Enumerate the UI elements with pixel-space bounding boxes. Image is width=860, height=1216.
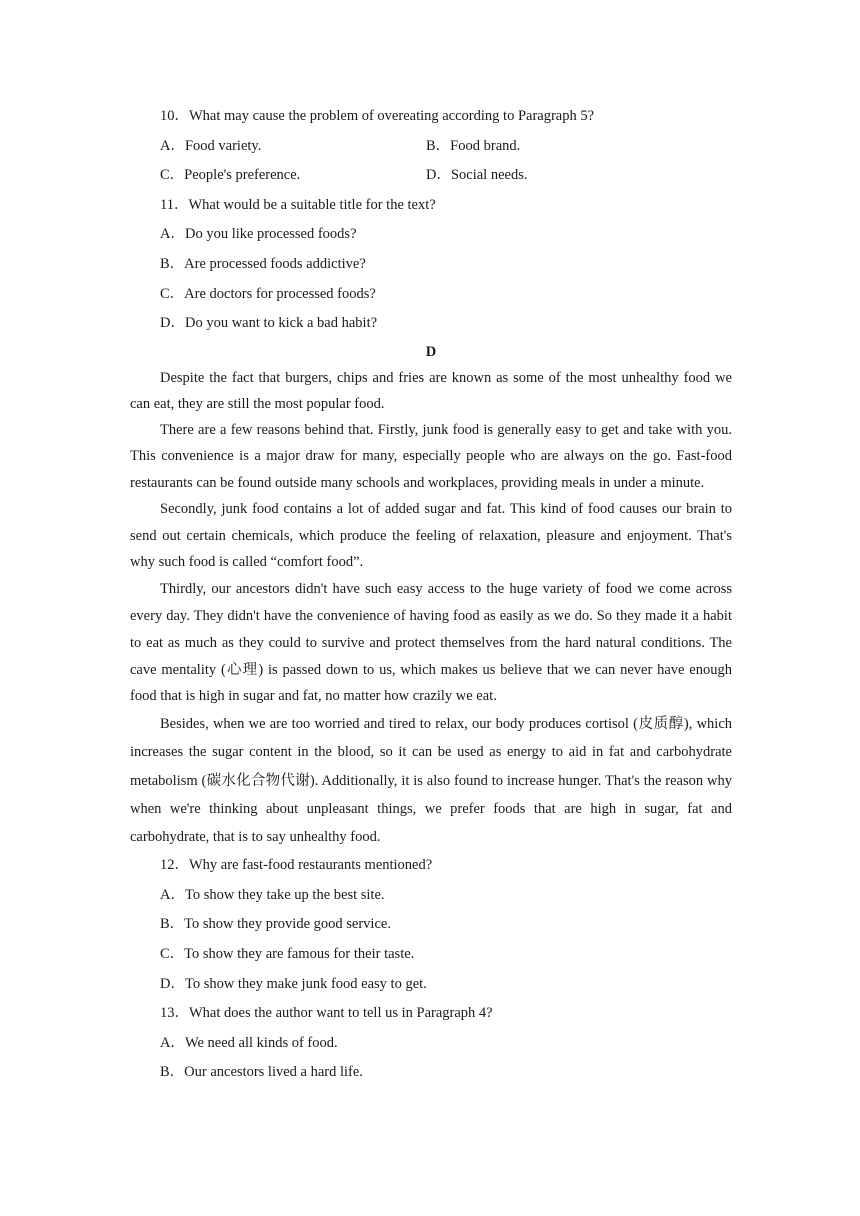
question-12-stem: 12．Why are fast-food restaurants mentioned? xyxy=(160,857,433,874)
question-13-option-b: B．Our ancestors lived a hard life. xyxy=(160,1064,363,1081)
question-12-option-b: B．To show they provide good service. xyxy=(160,916,391,933)
question-11-stem: 11．What would be a suitable title for the text? xyxy=(160,196,436,213)
passage-paragraph-4: Thirdly, our ancestors didn't have such easy access to the huge variety of food we come across every day. They didn't have the convenience of having food as easily as we do. So they made it a habit to eat as much as they could to survive and protect themselves from the hard natural conditions. The cave mentality (心理) is passed down to us, which makes us believe that we can never have enough food that is high in sugar and fat, no matter how crazily we eat. xyxy=(130,581,732,705)
question-10-options-row-1 xyxy=(130,132,732,162)
passage-paragraph-2: There are a few reasons behind that. Firstly, junk food is generally easy to get and take with you. This convenience is a major draw for many, especially people who are always on the go. Fast-food restaurants can be found outside many schools and workplaces, providing meals in under a minute. xyxy=(130,422,732,491)
question-13-option-a: A．We need all kinds of food. xyxy=(160,1034,338,1051)
section-heading: D xyxy=(425,343,437,360)
passage-paragraph-5: Besides, when we are too worried and tired to relax, our body produces cortisol (皮质醇), which increases the sugar content in the blood, so it can be used as energy to aid in fat and carbohydrate metabolism (碳水化合物代谢). Additionally, it is also found to increase hunger. That's the reason why when we're thinking about unpleasant things, we prefer foods that are high in sugar, fat and carbohydrate, that is to say unhealthy food. xyxy=(130,716,732,845)
question-10-options-row-2 xyxy=(130,161,732,191)
passage-paragraph-1: Despite the fact that burgers, chips and fries are known as some of the most unhealthy food we can eat, they are still the most popular food. xyxy=(130,369,732,412)
question-10-option-c: C．People's preference. xyxy=(160,167,301,184)
question-10-stem: 10．What may cause the problem of overeating according to Paragraph 5? xyxy=(160,108,595,124)
question-11-option-b: B．Are processed foods addictive? xyxy=(160,255,366,272)
question-10-option-d: D．Social needs. xyxy=(426,167,528,184)
question-10-option-a: A．Food variety. xyxy=(160,137,262,154)
question-12-option-c: C．To show they are famous for their taste. xyxy=(160,945,415,962)
question-12-option-d: D．To show they make junk food easy to get. xyxy=(160,975,427,992)
question-11-option-d: D．Do you want to kick a bad habit? xyxy=(160,315,378,332)
passage-paragraph-3: Secondly, junk food contains a lot of added sugar and fat. This kind of food causes our brain to send out certain chemicals, which produce the feeling of relaxation, pleasure and enjoyment. That's why such food is called “comfort food”. xyxy=(130,500,732,571)
question-10-option-b: B．Food brand. xyxy=(426,137,521,154)
question-12-option-a: A．To show they take up the best site. xyxy=(160,886,385,903)
question-11-option-c: C．Are doctors for processed foods? xyxy=(160,285,376,302)
document-page xyxy=(130,102,732,1088)
question-13-stem: 13．What does the author want to tell us in Paragraph 4? xyxy=(160,1005,493,1022)
question-11-option-a: A．Do you like processed foods? xyxy=(160,226,357,243)
